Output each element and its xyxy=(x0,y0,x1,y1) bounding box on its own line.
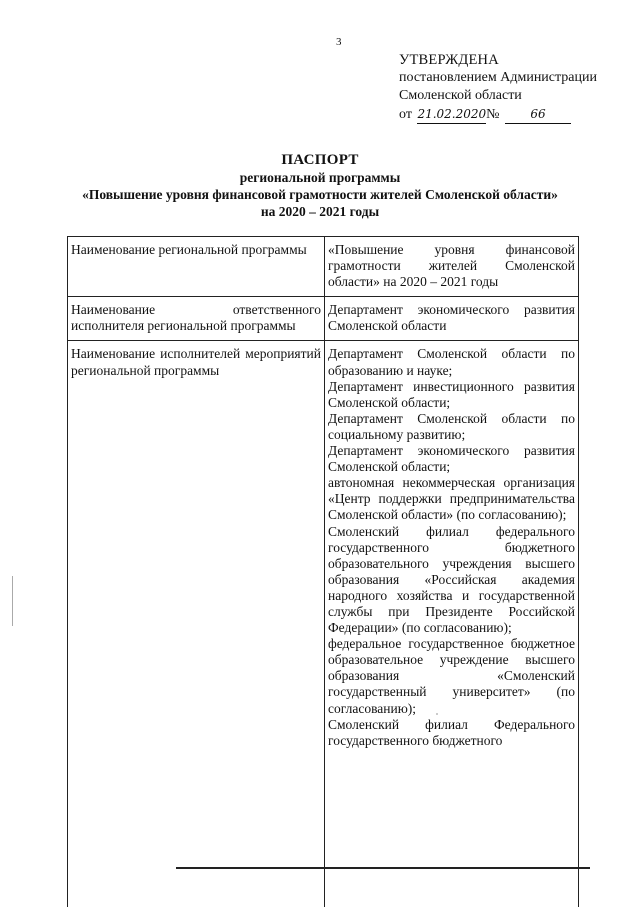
row-label: Наименование ответственного исполнителя региональной программы xyxy=(68,297,325,341)
approval-block xyxy=(399,51,597,124)
row-value-item: Смоленский филиал Федерального государственного бюджетного xyxy=(328,716,575,748)
approval-number-sign: № xyxy=(486,107,500,122)
heading-period: на 2020 – 2021 годы xyxy=(260,204,380,219)
row-value xyxy=(325,297,579,341)
approval-number-value: 66 xyxy=(505,105,571,124)
approval-date-prefix: от xyxy=(399,107,412,122)
row-value-item: автономная некоммерческая организация «Центр поддержки предпринимательства Смоленской области» (по согласованию); xyxy=(328,475,575,523)
row-value-item: Департамент экономического развития Смоленской области; xyxy=(328,443,575,475)
approval-line-1: постановлением Администрации xyxy=(399,70,597,85)
table-row xyxy=(68,297,579,341)
row-value-item: Департамент инвестиционного развития Смоленской области; xyxy=(328,378,575,410)
heading-title: ПАСПОРТ xyxy=(281,152,359,168)
scan-dot-mark xyxy=(436,713,438,715)
row-label: Наименование исполнителей мероприятий региональной программы xyxy=(68,341,325,907)
approval-date-line xyxy=(399,105,597,124)
row-value-item: Смоленский филиал федерального государственного бюджетного образовательного учреждения высшего образования «Российская академия народного хозяйства и государственной службы при Президенте Российской Федерации» (по согласованию); xyxy=(328,523,575,636)
heading-program-name: «Повышение уровня финансовой грамотности жителей Смоленской области» xyxy=(82,187,558,202)
row-label: Наименование региональной программы xyxy=(68,237,325,297)
row-value xyxy=(325,341,579,907)
heading-subtitle: региональной программы xyxy=(239,170,401,185)
table-row xyxy=(68,341,579,907)
approval-line-2: Смоленской области xyxy=(399,88,522,103)
approval-date-value: 21.02.2020 xyxy=(417,105,486,124)
row-value-item: Департамент экономического развития Смоленской области xyxy=(328,302,575,334)
row-value-item: Департамент Смоленской области по образованию и науке; xyxy=(328,346,575,378)
row-value-item: «Повышение уровня финансовой грамотности жителей Смоленской области» на 2020 – 2021 годы xyxy=(328,242,575,290)
table-row xyxy=(68,237,579,297)
scan-margin-mark xyxy=(12,576,13,626)
page-number: 3 xyxy=(336,36,342,48)
row-value-item: федеральное государственное бюджетное образовательное учреждение высшего образования «Смоленский государственный университет» (по согласованию); xyxy=(328,636,575,716)
document-heading xyxy=(0,152,640,220)
passport-table xyxy=(67,236,579,907)
row-value xyxy=(325,237,579,297)
approval-title: УТВЕРЖДЕНА xyxy=(399,52,499,68)
bottom-rule xyxy=(176,867,590,869)
row-value-item: Департамент Смоленской области по социальному развитию; xyxy=(328,410,575,442)
